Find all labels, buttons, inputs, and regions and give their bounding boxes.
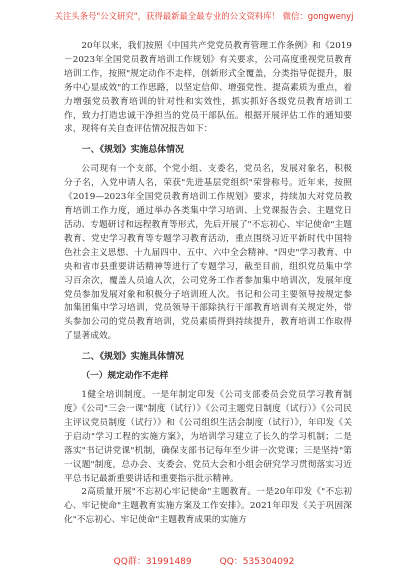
- section-heading-overall: 一、《规划》实施总体情况: [81, 145, 184, 156]
- intro-paragraph: 20年以来，我们按照《中国共产党党员教育管理工作条例》和《2019－2023年全国党员教育培训工作规划》有关要求，公司高度重视党员教育培训工作，按照"规定动作不走样，创新形式全覆盖，分类指导促提升，服务中心显成效"的工作思路，以坚定信仰、增强党性、提高素质为重点，着力增强党员教育培训的针对性和实效性，抓实抓好各级党员教育培训工作，致力打造忠诚干净担当的党员干部队伍。根据开展评估工作的通知要求，现将有关自查评估情况报告如下：: [64, 41, 352, 135]
- promo-banner: 关注头条号"公文研究"，获得最新最全最专业的公文资料库！ 微信：gongwenyj: [54, 11, 354, 21]
- section-heading-specific: 二、《规划》实施具体情况: [81, 352, 184, 363]
- subsection-heading-standard-actions: （一）规定动作不走样: [81, 371, 169, 382]
- contact-footer: [0, 555, 408, 569]
- training-system-paragraph: 1健全培训制度。一是年制定印发《公司支部委员会党员学习教育制度》《公司"三会一课"制度（试行）》《公司主题党日制度（试行）》《公司民主评议党员制度（试行）》和《公司组织生活会制度（试行）》，年印发《关于启动"学习工程的实施方案》，为培训学习建立了长久的学习机制；二是落实"书记讲党课"机制，确保支部书记每年至少讲一次党课；三是坚持"第一议题"制度，总办会、支委会、党员大会和小组会研究学习贯彻落实习近平总书记最新重要讲话和重要指示批示精神。: [64, 390, 352, 484]
- theme-education-paragraph: 2高质量开展"不忘初心牢记使命"主题教育。一是20年印发《"不忘初心、牢记使命"主题教育实施方案及工作安排》。2021年印发《关于巩固深化"不忘初心、牢记使命"主题教育成果的实施方: [64, 487, 352, 526]
- document-body: [64, 40, 352, 528]
- overall-paragraph: 公司现有一个支部，个党小组、支委名，党员名，发展对象名，积极分子名，入党申请人名，荣获"先进基层党组织"荣誉称号。近年来，按照《2019—2023年全国党员教育培训工作规划》要求，持续加大对党员教育培训工作力度，通过举办各类集中学习培训、上党课报告会、主题党日活动、专题研讨和远程教育等形式，先后开展了"不忘初心、牢记使命"主题教育、党史学习教育等专题学习教育活动，重点围绕习近平新时代中国特色社会主义思想、十九届四中、五中、六中全会精神、"四史"学习教育、中央和省市县重要讲话精神等进行了专题学习，截至目前，组织党员集中学习百余次，覆盖人员逾人次，公司党务工作者参加集中培训次，发展年度党员参加发展对象和积极分子培训班人次。书记和公司主要领导按规定参加集团集中学习培训，党员领导干部除执行干部教育培训有关规定外，带头参加公司的党员教育培训，党员素质得到持续提升，教育培训工作取得了显著成效。: [64, 164, 352, 342]
- qq-group-text: QQ群：31991489: [113, 557, 192, 567]
- qq-number-text: QQ：535304092: [219, 557, 295, 567]
